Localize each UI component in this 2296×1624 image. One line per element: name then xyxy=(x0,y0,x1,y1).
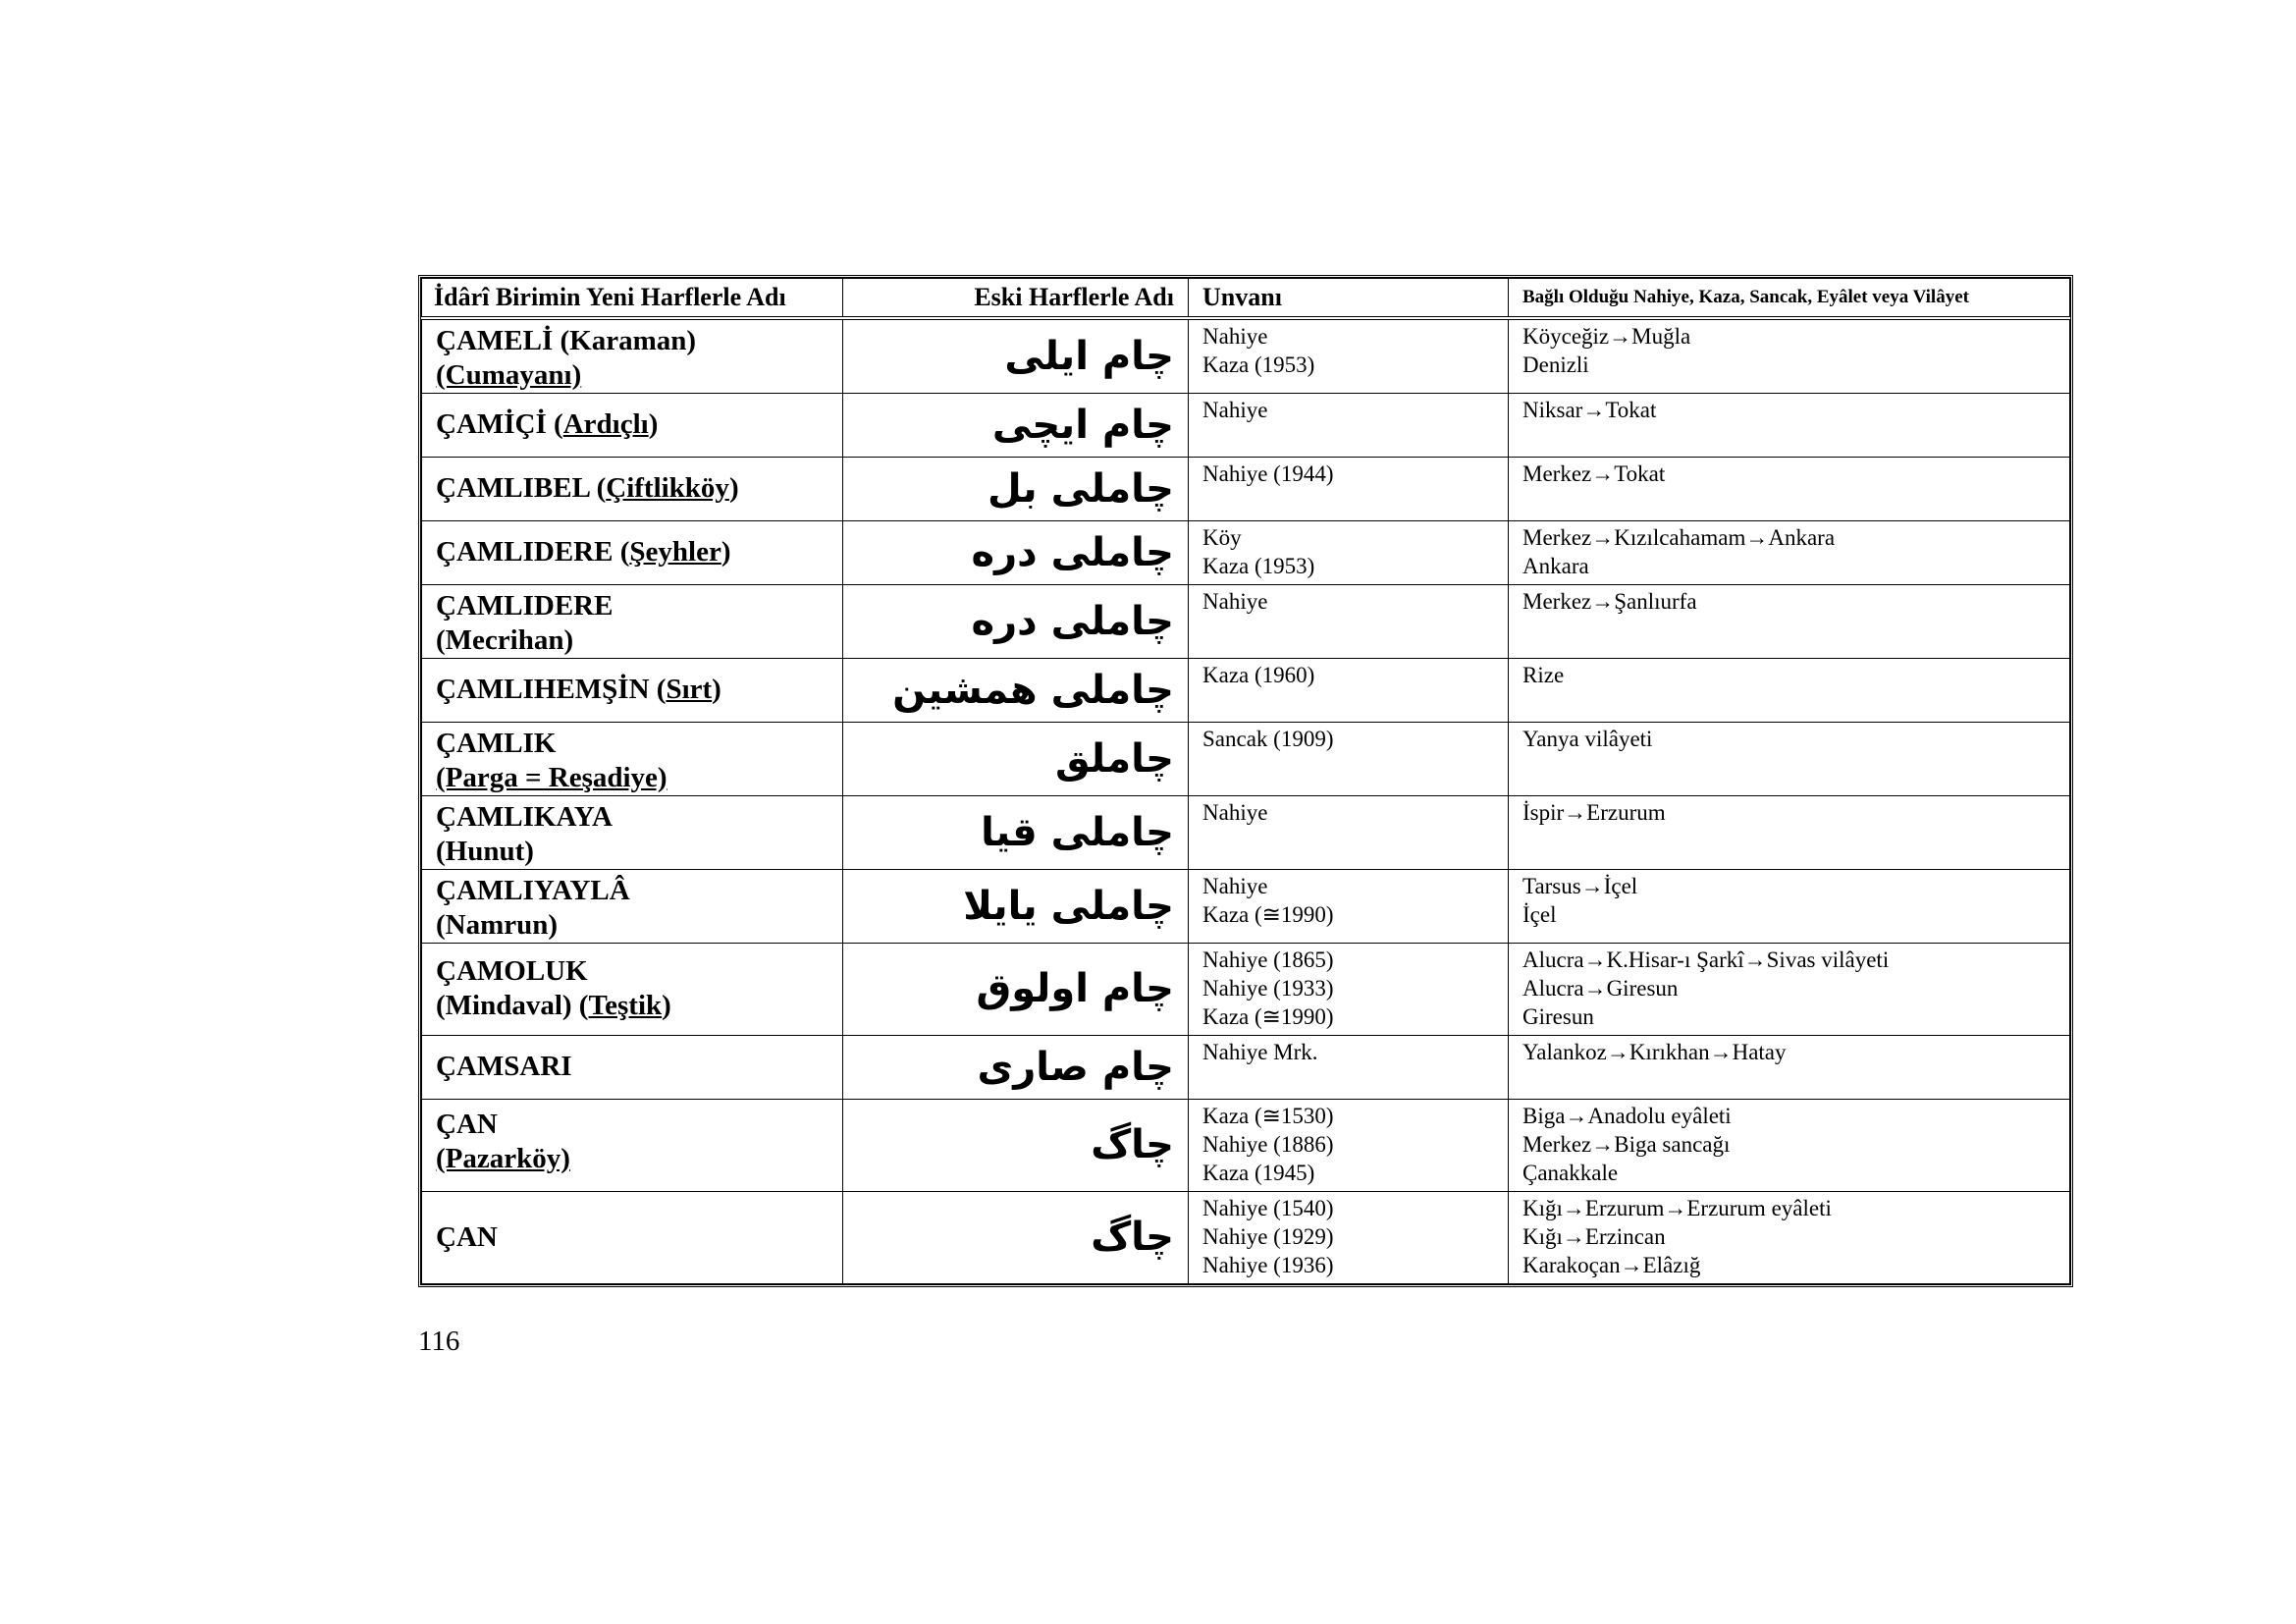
affiliation-line: Alucra→K.Hisar-ı Şarkî→Sivas vilâyeti xyxy=(1522,947,1890,972)
new-name-cell xyxy=(422,722,843,795)
affiliation-cell xyxy=(1509,393,2070,457)
title-line: Köy xyxy=(1202,524,1242,550)
ottoman-name-cell xyxy=(843,584,1189,658)
ottoman-name-cell xyxy=(843,869,1189,943)
table-row xyxy=(422,584,2070,658)
name-main: ÇAMİÇİ xyxy=(436,408,547,440)
name-former-close: ) xyxy=(662,990,671,1021)
ottoman-name: چام ایچی xyxy=(991,402,1174,448)
title-cell xyxy=(1189,520,1509,584)
name-main: ÇAN xyxy=(436,1220,498,1253)
new-name-cell xyxy=(422,943,843,1035)
header-title: Unvanı xyxy=(1189,279,1509,318)
name-main: ÇAMLIDERE xyxy=(436,536,614,568)
title-line: Kaza (1953) xyxy=(1202,553,1315,578)
title-line: Nahiye (1886) xyxy=(1202,1131,1334,1157)
title-cell xyxy=(1189,1099,1509,1191)
affiliation-cell xyxy=(1509,1191,2070,1283)
name-main: ÇAMLIDERE xyxy=(436,589,614,622)
affiliation-line: Denizli xyxy=(1522,352,1589,377)
title-line: Nahiye Mrk. xyxy=(1202,1039,1318,1064)
ottoman-name-cell xyxy=(843,318,1189,394)
table-row xyxy=(422,722,2070,795)
name-main: ÇAMSARI xyxy=(436,1051,572,1082)
new-name-cell xyxy=(422,869,843,943)
name-main: ÇAMELİ (Karaman) xyxy=(436,324,697,356)
affiliation-cell xyxy=(1509,795,2070,869)
new-name-cell: ÇAMLIHEMŞİN (Sırt) xyxy=(422,658,843,722)
title-cell xyxy=(1189,584,1509,658)
affiliation-line: Merkez→Tokat xyxy=(1522,460,1666,486)
header-row xyxy=(422,279,2070,318)
name-former: (Pazarköy) xyxy=(436,1142,570,1174)
table-row xyxy=(422,658,2070,722)
affiliation-cell xyxy=(1509,658,2070,722)
table-row xyxy=(422,1035,2070,1099)
name-main: ÇAMLIBEL xyxy=(436,472,590,504)
new-name-cell: ÇAMLIDERE (Şeyhler) xyxy=(422,520,843,584)
name-main: ÇAN xyxy=(436,1108,498,1140)
name-main: ÇAMLIHEMŞİN xyxy=(436,674,650,705)
affiliation-cell xyxy=(1509,318,2070,394)
name-former: (Mecrihan) xyxy=(436,623,574,656)
affiliation-line: Yalankoz→Kırıkhan→Hatay xyxy=(1522,1039,1787,1064)
title-line: Nahiye xyxy=(1202,799,1268,825)
title-line: Kaza (1953) xyxy=(1202,352,1315,377)
new-name-cell xyxy=(422,1191,843,1283)
affiliation-line: Kığı→Erzurum→Erzurum eyâleti xyxy=(1522,1195,1832,1220)
table-row xyxy=(422,943,2070,1035)
header-affiliation: Bağlı Olduğu Nahiye, Kaza, Sancak, Eyâlet veya Vilâyet xyxy=(1509,279,2070,318)
affiliation-cell xyxy=(1509,520,2070,584)
title-cell xyxy=(1189,943,1509,1035)
table-row xyxy=(422,869,2070,943)
title-cell xyxy=(1189,658,1509,722)
title-line: Nahiye xyxy=(1202,588,1268,614)
affiliation-line: Karakoçan→Elâzığ xyxy=(1522,1252,1701,1277)
name-former: (Namrun) xyxy=(436,908,559,941)
title-line: Nahiye xyxy=(1202,397,1268,422)
title-line: Nahiye (1865) xyxy=(1202,947,1334,972)
affiliation-cell xyxy=(1509,722,2070,795)
ottoman-name: چاملی دره xyxy=(971,598,1174,644)
ottoman-name-cell xyxy=(843,457,1189,520)
ottoman-name: چام ایلی xyxy=(1004,333,1174,379)
ottoman-name: چاملی دره xyxy=(971,529,1174,575)
new-name-cell xyxy=(422,584,843,658)
name-main: ÇAMOLUK xyxy=(436,955,588,987)
affiliation-line: İspir→Erzurum xyxy=(1522,799,1666,825)
ottoman-name: چام اولوق xyxy=(976,966,1174,1011)
affiliation-line: Niksar→Tokat xyxy=(1522,397,1657,422)
title-line: Nahiye (1540) xyxy=(1202,1195,1334,1220)
title-line: Nahiye (1944) xyxy=(1202,460,1334,486)
title-line: Kaza (1945) xyxy=(1202,1160,1315,1185)
ottoman-name-cell xyxy=(843,722,1189,795)
header-old-name: Eski Harflerle Adı xyxy=(843,279,1189,318)
title-line: Sancak (1909) xyxy=(1202,726,1334,751)
title-line: Kaza (≅1990) xyxy=(1202,1003,1334,1029)
title-cell xyxy=(1189,1035,1509,1099)
title-line: Nahiye (1929) xyxy=(1202,1223,1334,1249)
name-former: Çiftlikköy xyxy=(606,472,729,504)
affiliation-line: Yanya vilâyeti xyxy=(1522,726,1653,751)
title-cell xyxy=(1189,457,1509,520)
name-former-underlined: Teştik xyxy=(588,990,663,1021)
ottoman-name-cell xyxy=(843,1035,1189,1099)
ottoman-name-cell xyxy=(843,658,1189,722)
table-row xyxy=(422,318,2070,394)
affiliation-cell xyxy=(1509,943,2070,1035)
affiliation-line: Giresun xyxy=(1522,1003,1594,1029)
ottoman-name-cell xyxy=(843,1099,1189,1191)
new-name-cell: ÇAMİÇİ (Ardıçlı) xyxy=(422,393,843,457)
affiliation-cell xyxy=(1509,1035,2070,1099)
title-line: Kaza (1960) xyxy=(1202,662,1315,687)
ottoman-name-cell xyxy=(843,795,1189,869)
name-main: ÇAMLIKAYA xyxy=(436,800,613,833)
new-name-cell xyxy=(422,795,843,869)
affiliation-line: Merkez→Şanlıurfa xyxy=(1522,588,1697,614)
affiliation-cell xyxy=(1509,869,2070,943)
affiliation-line: Tarsus→İçel xyxy=(1522,873,1638,898)
ottoman-name: چاملی بل xyxy=(987,465,1174,512)
name-former: (Cumayanı) xyxy=(436,358,582,391)
affiliation-cell xyxy=(1509,1099,2070,1191)
name-former: Sırt xyxy=(666,674,713,705)
affiliation-cell xyxy=(1509,584,2070,658)
name-main: ÇAMLIK xyxy=(436,727,557,759)
ottoman-name: چاگ xyxy=(1091,1215,1174,1260)
title-cell xyxy=(1189,1191,1509,1283)
table-row xyxy=(422,393,2070,457)
ottoman-name: چام صاری xyxy=(977,1044,1174,1090)
table-row xyxy=(422,1099,2070,1191)
name-former: (Hunut) xyxy=(436,835,534,867)
name-former: Şeyhler xyxy=(629,536,721,568)
register-table xyxy=(418,275,2073,1287)
table-row xyxy=(422,795,2070,869)
affiliation-line: Köyceğiz→Muğla xyxy=(1522,323,1691,349)
title-cell xyxy=(1189,318,1509,394)
header-new-name: İdârî Birimin Yeni Harflerle Adı xyxy=(422,279,843,318)
title-line: Kaza (≅1530) xyxy=(1202,1103,1334,1128)
name-former: (Mindaval) ( xyxy=(436,990,589,1021)
ottoman-name: چاگ xyxy=(1091,1122,1174,1167)
title-cell xyxy=(1189,795,1509,869)
ottoman-name: چاملق xyxy=(1055,735,1174,782)
affiliation-line: Çanakkale xyxy=(1522,1160,1619,1185)
affiliation-line: Ankara xyxy=(1522,553,1589,578)
table-row xyxy=(422,1191,2070,1283)
title-cell xyxy=(1189,869,1509,943)
new-name-cell: ÇAMLIBEL (Çiftlikköy) xyxy=(422,457,843,520)
page-number: 116 xyxy=(418,1326,460,1357)
ottoman-name-cell xyxy=(843,1191,1189,1283)
name-former: Ardıçlı xyxy=(562,408,649,440)
title-line: Nahiye xyxy=(1202,323,1268,349)
title-line: Nahiye xyxy=(1202,873,1268,898)
ottoman-name-cell xyxy=(843,520,1189,584)
affiliation-line: Merkez→Biga sancağı xyxy=(1522,1131,1731,1157)
ottoman-name-cell xyxy=(843,393,1189,457)
affiliation-line: İçel xyxy=(1522,901,1557,927)
ottoman-name: چاملی همشین xyxy=(892,667,1174,713)
title-cell xyxy=(1189,393,1509,457)
table-row xyxy=(422,520,2070,584)
affiliation-line: Alucra→Giresun xyxy=(1522,975,1679,1001)
affiliation-line: Kığı→Erzincan xyxy=(1522,1223,1666,1249)
affiliation-line: Rize xyxy=(1522,662,1565,687)
new-name-cell xyxy=(422,1035,843,1099)
affiliation-line: Merkez→Kızılcahamam→Ankara xyxy=(1522,524,1836,550)
new-name-cell xyxy=(422,318,843,394)
title-line: Nahiye (1933) xyxy=(1202,975,1334,1001)
ottoman-name: چاملی قیا xyxy=(981,809,1174,855)
name-main: ÇAMLIYAYLÂ xyxy=(436,874,630,906)
name-former: (Parga = Reşadiye) xyxy=(436,761,667,793)
title-line: Kaza (≅1990) xyxy=(1202,901,1334,927)
affiliation-line: Biga→Anadolu eyâleti xyxy=(1522,1103,1732,1128)
new-name-cell xyxy=(422,1099,843,1191)
title-cell xyxy=(1189,722,1509,795)
ottoman-name-cell xyxy=(843,943,1189,1035)
affiliation-cell xyxy=(1509,457,2070,520)
ottoman-name: چاملی یایلا xyxy=(963,883,1174,929)
table-row xyxy=(422,457,2070,520)
title-line: Nahiye (1936) xyxy=(1202,1252,1334,1277)
